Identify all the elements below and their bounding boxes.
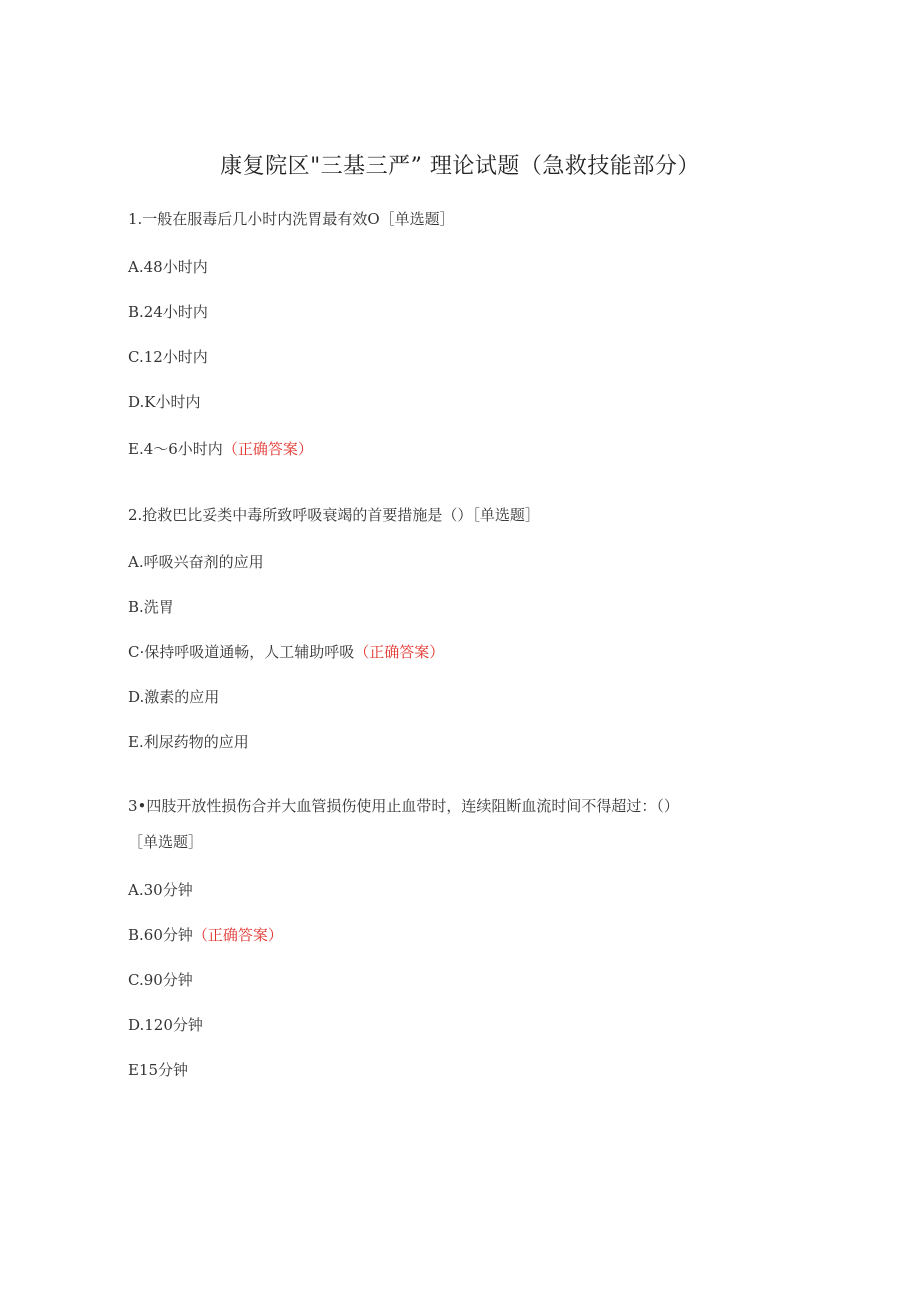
option-a: A.30分钟	[128, 881, 193, 899]
option-e: E15分钟	[128, 1061, 189, 1079]
option-c	[128, 641, 444, 663]
option-c: C.12小时内	[128, 348, 208, 366]
option-b-text: B.60分钟	[128, 926, 193, 944]
option-a: A.48小时内	[128, 258, 208, 276]
question-stem: 3•四肢开放性损伤合并大血管损伤使用止血带时，连续阻断血流时间不得超过：（）	[128, 797, 679, 815]
page-title: 康复院区"三基三严” 理论试题（急救技能部分）	[220, 154, 700, 179]
question-stem: 1.一般在服毒后几小时内洗胃最有效O［单选题］	[128, 210, 455, 228]
option-c-text: C·保持呼吸道通畅，人工辅助呼吸	[128, 643, 355, 661]
option-b: B.洗胃	[128, 598, 174, 616]
option-d: D.激素的应用	[128, 688, 220, 706]
option-e-text: E.4〜6小时内	[128, 440, 223, 458]
option-b: B.24小时内	[128, 303, 208, 321]
option-c: C.90分钟	[128, 971, 193, 989]
option-e	[128, 438, 313, 460]
option-b	[128, 924, 283, 946]
question-stem: 2.抢救巴比妥类中毒所致呼吸衰竭的首要措施是（）［单选题］	[128, 506, 540, 524]
option-d: D.120分钟	[128, 1016, 203, 1034]
correct-answer-mark: （正确答案）	[222, 440, 313, 458]
option-e: E.利尿药物的应用	[128, 733, 249, 751]
question-stem-continued: ［单选题］	[128, 833, 204, 851]
correct-answer-mark: （正确答案）	[354, 643, 445, 661]
option-a: A.呼吸兴奋剂的应用	[128, 553, 264, 571]
option-d: D.K小时内	[128, 393, 201, 411]
correct-answer-mark: （正确答案）	[192, 926, 283, 944]
